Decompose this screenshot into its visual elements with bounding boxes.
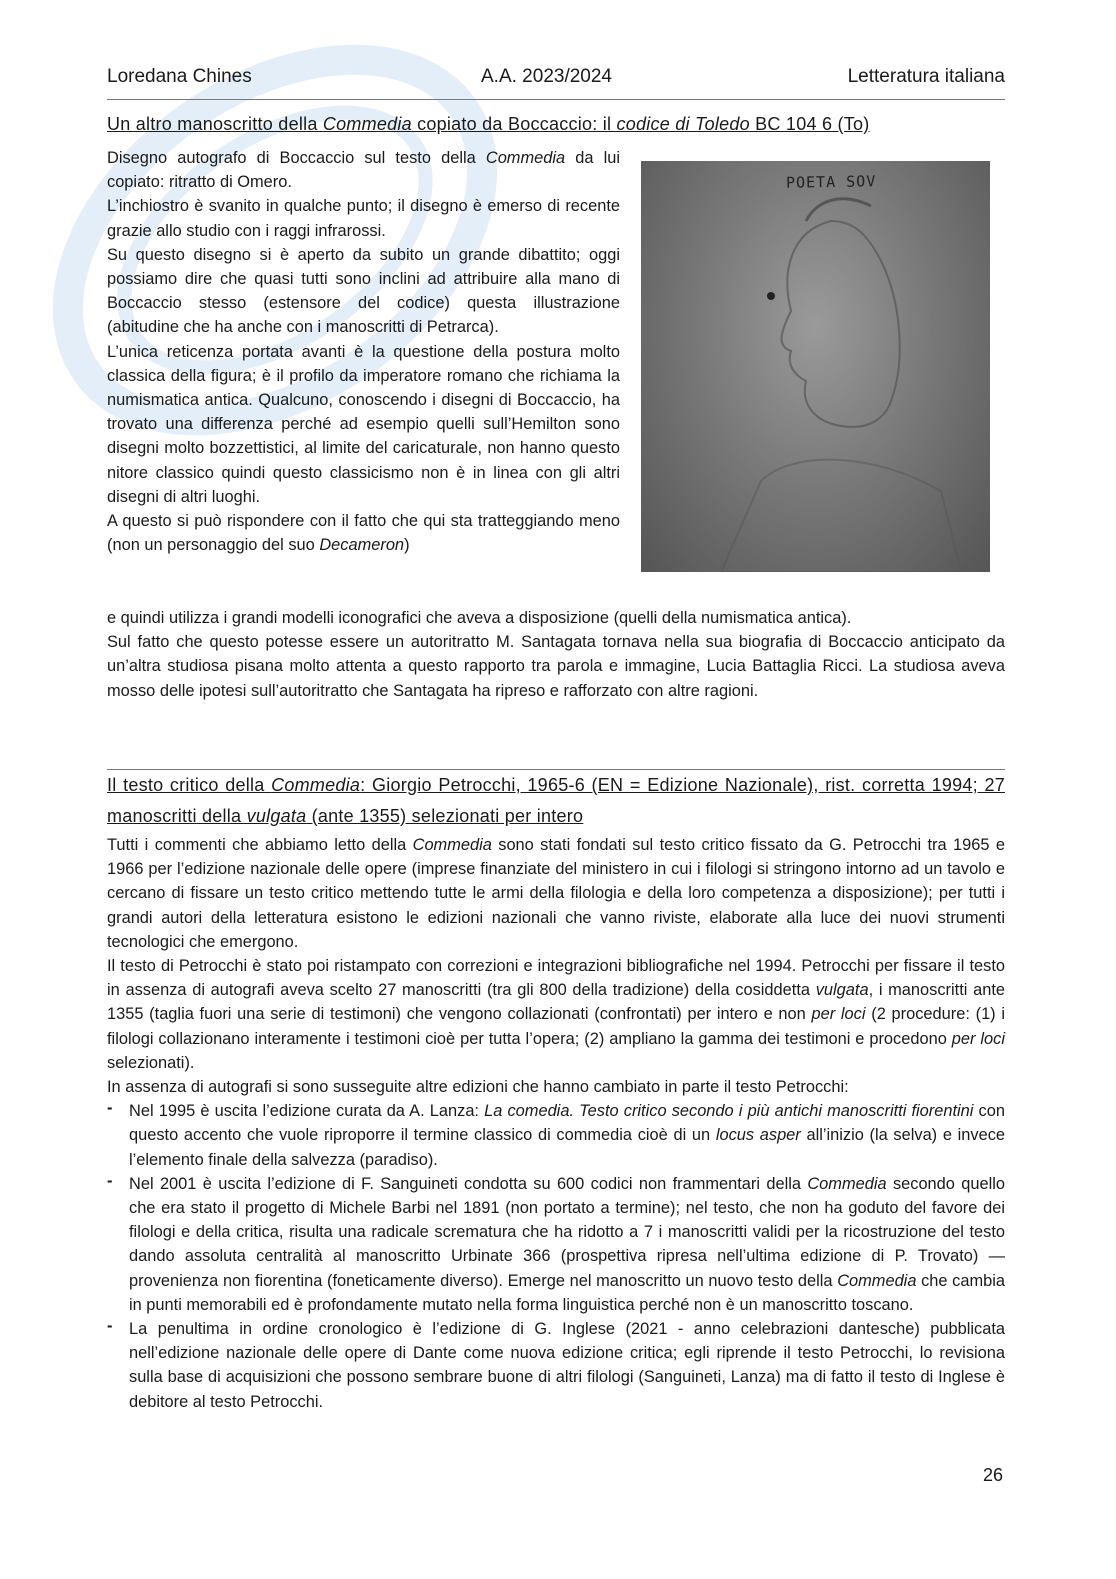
page-header — [107, 64, 1005, 100]
list-item: - La penultima in ordine cronologico è l’edizione di G. Inglese (2021 - anno celebrazioni dantesche) pubblicata nell’edizione nazionale delle opere di Dante come nuova edizione critica; egli riprende il testo Petrocchi, lo revisiona sulla base di acquisizioni che possono sembrare buone di altri filologi (Sanguineti, Lanza) ma di fatto il testo di Inglese è debitore al testo Petrocchi. — [107, 1317, 1005, 1414]
paragraph: A questo si può rispondere con il fatto che qui sta tratteggiando meno (non un personaggio del suo Decameron) — [107, 512, 620, 555]
section2-text — [107, 833, 1005, 1414]
header-course: Letteratura italiana — [847, 66, 1005, 87]
paragraph: Il testo di Petrocchi è stato poi ristampato con correzioni e integrazioni bibliografiche nel 1994. Petrocchi per fissare il testo in assenza di autografi aveva scelto 27 manoscritti (tra gli 800 della tradizione) della cosiddetta vulgata, i manoscritti ante 1355 (taglia fuori una serie di testimoni) che vengono collazionati (confrontati) per intero e non per loci (2 procedure: (1) i filologi collazionano interamente i testimoni cioè per tutta l’opera; (2) ampliano la gamma dei testimoni e procedono per loci selezionati). — [107, 957, 1006, 1072]
homer-portrait-image — [641, 161, 990, 572]
portrait-sketch — [641, 161, 990, 572]
paragraph: Sul fatto che questo potesse essere un autoritratto M. Santagata tornava nella sua biografia di Boccaccio anticipato da un’altra studiosa pisana molto attenta a questo rapporto tra parola e immagine, Lucia Battaglia Ricci. La studiosa aveva mosso delle ipotesi sull’autoritratto che Santagata ha ripreso e rafforzato con altre ragioni. — [107, 633, 1005, 700]
list-item: - Nel 2001 è uscita l’edizione di F. Sanguineti condotta su 600 codici non frammentari della Commedia secondo quello che era stato il progetto di Michele Barbi nel 1891 (non portato a termine); nel testo, che non ha goduto del favore dei filologi e della critica, risulta una radicale scrematura che ha ridotto a 7 i manoscritti validi per la ricostruzione del testo dando assoluta centralità al manoscritto Urbinate 366 (prospettiva ripresa nell’ultima edizione di P. Trovato) — provenienza non fiorentina (foneticamente diverso). Emerge nel manoscritto un nuovo testo della Commedia che cambia in punti memorabili ed è profondamente mutato nella forma linguistica perché non è un manoscritto toscano. — [107, 1172, 1005, 1317]
paragraph: L’inchiostro è svanito in qualche punto; il disegno è emerso di recente grazie allo studio con i raggi infrarossi. — [107, 197, 620, 240]
paragraph: Su questo disegno si è aperto da subito un grande dibattito; oggi possiamo dire che quasi tutti sono inclini ad attribuire alla mano di Boccaccio stesso (estensore del codice) questa illustrazione (abitudine che ha anche con i manoscritti di Petrarca). — [107, 245, 620, 337]
paragraph: L’unica reticenza portata avanti è la questione della postura molto classica della figura; è il profilo da imperatore romano che richiama la numismatica antica. Qualcuno, conoscendo i disegni di Boccaccio, ha trovato una differenza perché ad esempio quelli sull’Hemilton sono disegni molto bozzettistici, al limite del caricaturale, non hanno questo nitore classico quindi questo classicismo non è in linea con gli altri disegni di altri luoghi. — [107, 342, 620, 506]
header-year: A.A. 2023/2024 — [481, 66, 612, 87]
image-inscription: POETA SOV — [785, 172, 877, 192]
list-item: - Nel 1995 è uscita l’edizione curata da A. Lanza: La comedia. Testo critico secondo i più antichi manoscritti fiorentini con questo accento che vuole riproporre il termine classico di commedia cioè di un locus asper all’inizio (la selva) e invece l’elemento finale della salvezza (paradiso). — [107, 1099, 1005, 1172]
paragraph: Tutti i commenti che abbiamo letto della Commedia sono stati fondati sul testo critico fissato da G. Petrocchi tra 1965 e 1966 per l’edizione nazionale delle opere (imprese finanziate del ministero in cui i filologi si stringono intorno ad un tavolo e cercano di fissare un testo critico mettendo tutte le armi della filologia e della loro competenza a disposizione); per tutti i grandi autori della letteratura esistono le edizioni nazionali che vanno riviste, elaborate alla luce dei nuovi strumenti tecnologici che emergono. — [107, 836, 1005, 951]
page-number: 26 — [982, 1465, 1003, 1485]
paragraph: Disegno autografo di Boccaccio sul testo della Commedia da lui copiato: ritratto di Omero. — [107, 149, 620, 192]
section-title-toledo: Un altro manoscritto della Commedia copiato da Boccaccio: il codice di Toledo BC 104 6 (To) — [107, 114, 870, 134]
paragraph: e quindi utilizza i grandi modelli iconografici che aveva a disposizione (quelli della numismatica antica). — [107, 609, 852, 627]
section-title-petrocchi: Il testo critico della Commedia: Giorgio Petrocchi, 1965-6 (EN = Edizione Nazionale), rist. corretta 1994; 27 manoscritti della vulgata (ante 1355) selezionati per intero — [107, 769, 1005, 832]
section1-text-full — [107, 606, 1005, 703]
section1-text-left — [107, 146, 620, 557]
paragraph: In assenza di autografi si sono susseguite altre edizioni che hanno cambiato in parte il testo Petrocchi: — [107, 1078, 849, 1097]
editions-list — [107, 1099, 1005, 1414]
header-author: Loredana Chines — [107, 66, 252, 87]
